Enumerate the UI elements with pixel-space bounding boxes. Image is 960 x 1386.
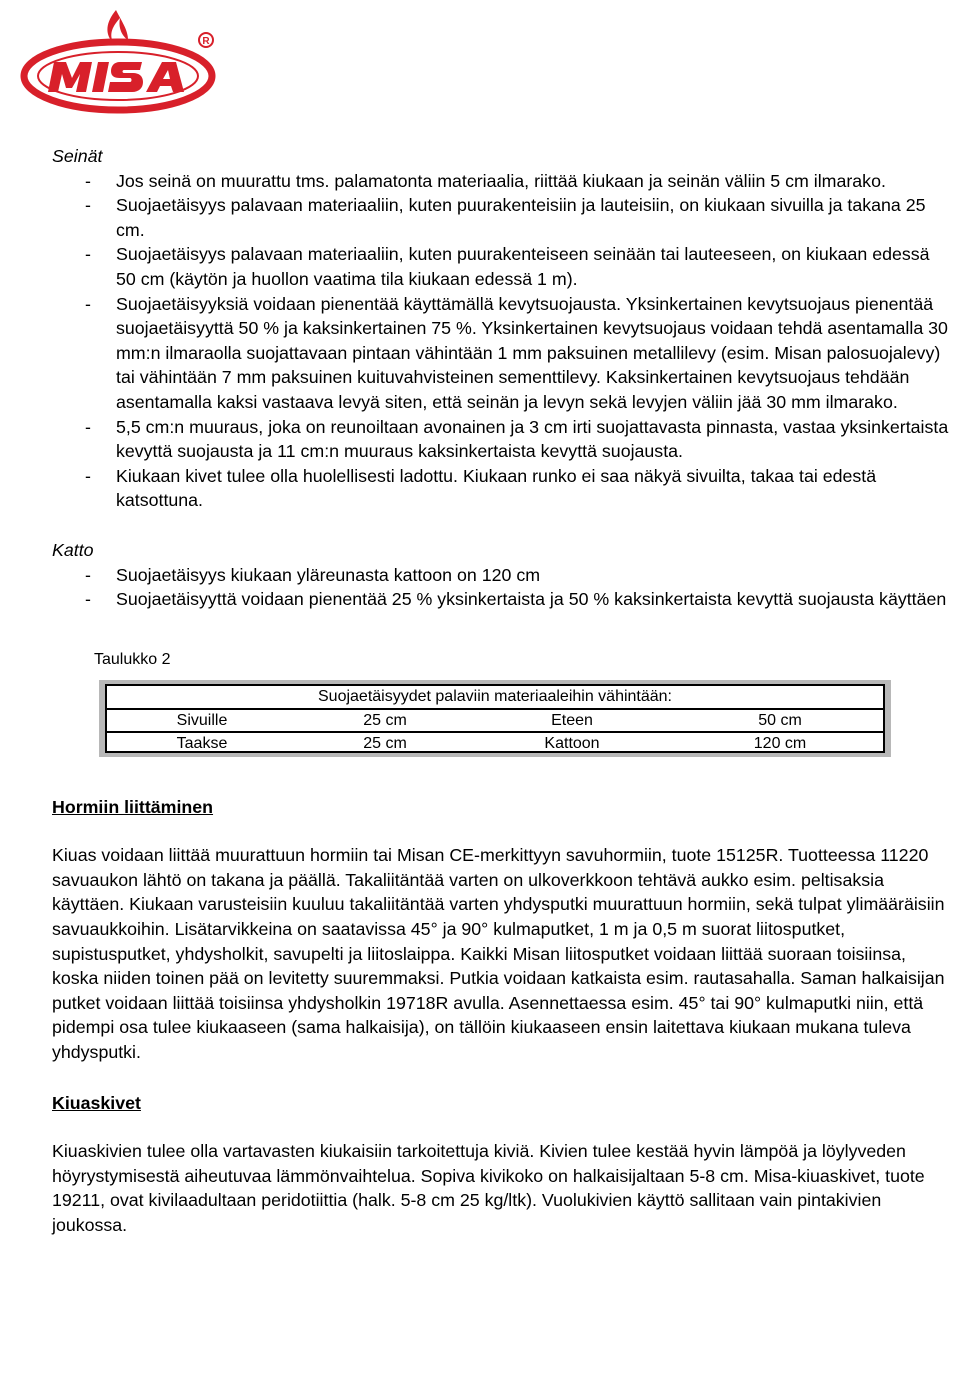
list-item: - Suojaetäisyyttä voidaan pienentää 25 % yksinkertaista ja 50 % kaksinkertaista kevyttä suojausta käyttäen [52, 587, 952, 612]
registered-mark: R [202, 36, 210, 47]
table-cell: Eteen [551, 711, 593, 729]
list-item: - Suojaetäisyys palavaan materiaaliin, kuten puurakenteiseen seinään tai lauteeseen, on kiukaan edessä 50 cm (käytön ja huollon vaatima tila kiukaan edessä 1 m). [52, 242, 952, 291]
list-item: - Suojaetäisyys kiukaan yläreunasta kattoon on 120 cm [52, 563, 952, 588]
list-item: - Jos seinä on muurattu tms. palamatonta materiaalia, riittää kiukaan ja seinän väliin 5 cm ilmarako. [52, 169, 952, 194]
ceiling-list [52, 563, 952, 612]
table-cell: 25 cm [363, 711, 407, 729]
ceiling-heading: Katto [52, 539, 94, 560]
list-item: - Suojaetäisyys palavaan materiaaliin, kuten puurakenteisiin ja lauteisiin, on kiukaan sivuilla ja takana 25 cm. [52, 193, 952, 242]
stones-heading: Kiuaskivet [52, 1092, 141, 1113]
list-item: - 5,5 cm:n muuraus, joka on reunoiltaan avonainen ja 3 cm irti suojattavasta pinnasta, vastaa yksinkertaista kevyttä suojausta ja 11 cm:n muuraus kaksinkertaista kevyttä suojausta. [52, 415, 952, 464]
walls-list [52, 169, 952, 513]
table-cell: Sivuille [176, 711, 228, 729]
table-cell: 50 cm [758, 711, 802, 729]
misa-logo-graphic [18, 4, 218, 116]
table-row [107, 731, 883, 755]
table-header-row [107, 686, 883, 708]
table-row [107, 708, 883, 732]
table-cell: Kattoon [544, 734, 600, 752]
stones-paragraph: Kiuaskivien tulee olla vartavasten kiukaisiin tarkoitettuja kiviä. Kivien tulee kestää hyvin lämpöä ja löylyveden höyrystymisestä aiheutuvaa lämmönvaihtelua. Sopiva kivikoko on halkaisijaltaan 5-8 cm. Misa-kiuaskivet, tuote 19211, ovat kivilaadultaan peridotiittia (halk. 5-8 cm 25 kg/ltk). Vuolukivien käyttö sallitaan vain pintakivien joukossa. [52, 1141, 925, 1235]
chimney-heading: Hormiin liittäminen [52, 796, 214, 817]
walls-heading: Seinät [52, 146, 103, 166]
table-cell: 120 cm [753, 734, 807, 752]
list-item: - Suojaetäisyyksiä voidaan pienentää käyttämällä kevytsuojausta. Yksinkertainen kevytsuojaus pienentää suojaetäisyyttä 50 % ja kaksinkertainen 75 %. Yksinkertainen kevytsuojaus voidaan tehdä asentamalla 30 mm:n ilmaraolla suojattavaan pintaan vähintään 1 mm paksuinen metallilevy (esim. Misan palosuojalevy) tai vähintään 7 mm paksuinen kuituvahvisteinen sementtilevy. Kaksinkertainen kevytsuojaus tehdään asentamalla kaksi vastaava levyä siten, että seinän ja levyn sekä levyjen väliin jää 30 mm ilmarako. [52, 292, 952, 415]
table-cell: 25 cm [363, 734, 407, 752]
list-item: - Kiukaan kivet tulee olla huolellisesti ladottu. Kiukaan runko ei saa näkyä sivuilta, takaa tai edestä katsottuna. [52, 464, 952, 513]
table-cell: Taakse [176, 734, 228, 752]
distances-table [99, 680, 891, 757]
document-body [52, 144, 952, 1238]
table-header: Suojaetäisyydet palaviin materiaaleihin vähintään: [318, 687, 672, 705]
chimney-paragraph: Kiuas voidaan liittää muurattuun hormiin tai Misan CE-merkittyyn savuhormiin, tuote 15125R. Tuotteessa 11220 savuaukon lähtö on takana ja päällä. Takaliitäntää varten on ulkoverkkoon tehtävä aukko esim. peltisaksia käyttäen. Kiukaan varusteisiin kuuluu takaliitäntää varten yhdysputki muurattuun hormiin, sekä tulpat ylimääräisiin savuaukkoihin. Lisätarvikkeina on saatavissa 45° ja 90° kulmaputket, 1 m ja 0,5 m suorat liitosputket, supistusputket, yhdysholkit, savupelti ja liitoslaippa. Kaikki Misan liitosputket voidaan liittää suoraan toisiinsa, koska niiden toinen pää on levitetty suuremmaksi. Putkia voidaan katkaista esim. rautasahalla. Saman halkaisijan putket voidaan liittää toisiinsa yhdysholkin 19718R avulla. Asennettaessa esim. 45° tai 90° kulmaputki niin, että pidempi osa tulee kiukaaseen (sama halkaisija), on tällöin kiukaaseen ensin laitettava kiukaan mukana tuleva yhdysputki. [52, 845, 945, 1063]
table-caption: Taulukko 2 [94, 650, 171, 668]
misa-logo [18, 4, 218, 116]
